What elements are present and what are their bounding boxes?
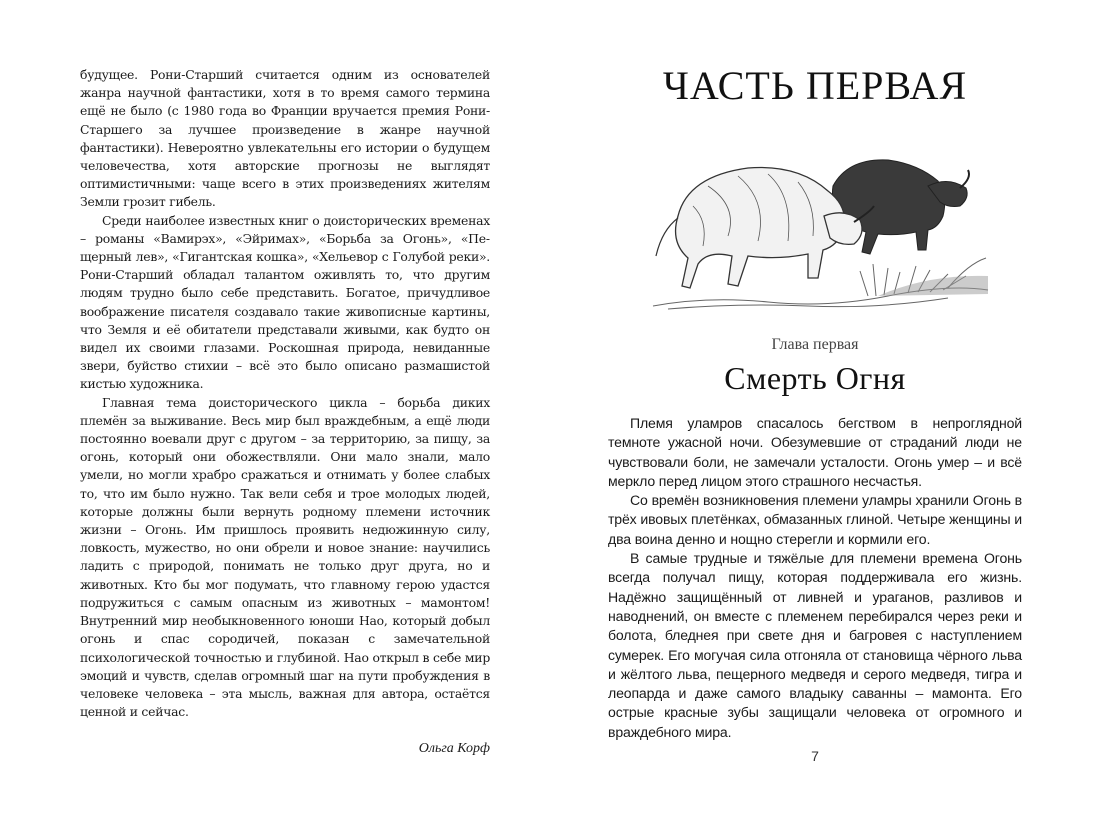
page-number: 7 [811, 748, 819, 764]
right-page [608, 0, 1022, 825]
left-page [80, 66, 490, 757]
left-paragraph-2: Среди наиболее известных книг о доисторических временах – романы «Вамирэх», «Эйримах», «Борьба за Огонь», «Пещерный лев», «Гигантская кошка», «Хельевор с Голубой реки». Рони-Старший обладал талантом оживлять то, что другим людям трудно было себе представить. Богатое, причудливое воображение писателя создавало такие живописные картины, что Земля и её обитатели представали живыми, как будто он видел их своими глазами. Роскошная природа, невиданные звери, буйство стихии – всё это было описано размашистой кистью художника. [80, 212, 490, 392]
right-paragraph-2: Со времён возникновения племени уламры хранили Огонь в трёх ивовых плетёнках, обмазанных глиной. Четыре женщины и два воина денно и нощно стерегли и кормили его. [608, 492, 1022, 547]
part-title: ЧАСТЬ ПЕРВАЯ [662, 63, 968, 108]
bison-illustration-icon [648, 146, 993, 314]
left-paragraph-1: будущее. Рони-Старший считается одним из основателей жанра научной фантастики, хотя в то время самого термина ещё не было (с 1980 года во Франции вручается премия Рони-Старшего за лучшее произведение в жанре научной фантастики). Невероятно увлекательны его истории о будущем человечества, хотя авторские прогнозы не выглядят оптимистичными: чаще всего в этих произведениях жителям Земли грозит гибель. [80, 67, 490, 210]
author-signature: Ольга Корф [418, 741, 490, 757]
right-paragraph-1: Племя уламров спасалось бегством в непроглядной темноте ужасной ночи. Обезумевшие от страданий люди не чувствовали боли, не замечали усталости. Огонь умер – и всё меркло перед лицом этого страшного несчастья. [608, 415, 1022, 489]
chapter-label: Глава первая [771, 336, 859, 353]
chapter-title: Смерть Огня [724, 360, 906, 396]
left-paragraph-3: Главная тема доисторического цикла – борьба диких племён за выживание. Весь мир был враждебным, а ещё люди постоянно воевали друг с другом – за территорию, за пищу, за огонь, который они обожествляли. Они мало знали, мало умели, но могли храбро сражаться и отнимать у более слабых то, что им было нужно. Так вели себя и трое молодых людей, которые должны были вернуть родному племени источник жизни – Огонь. Им пришлось проявить недюжинную силу, ловкость, мужество, но они обрели и новое знание: научились ладить с природой, понимать не только друг друга, но и животных. Кто бы мог подумать, что главному герою удастся подружиться с самым опасным из животных – мамонтом! Внутренний мир необыкновенного юноши Нао, который добыл огонь и спас сородичей, показан с замечательной психологической точностью и глубиной. Нао открыл в себе мир эмоций и чувств, сделав огромный шаг на пути пробуждения в человеке человека – эта мысль, важная для автора, остаётся ценной и сейчас. [80, 394, 490, 720]
left-page-body [80, 66, 490, 721]
right-page-body [608, 414, 1022, 742]
right-paragraph-3: В самые трудные и тяжёлые для племени времена Огонь всегда получал пищу, которая поддерживала его жизнь. Надёжно защищённый от ливней и ураганов, разливов и наводнений, он вместе с племенем перебирался через реки и болота, бледнея при свете дня и багровея с наступлением сумерек. Его могучая сила отгоняла от становища чёрного льва и жёлтого льва, пещерного медведя и серого медведя, тигра и леопарда и даже самого владыку саванны – мамонта. Его острые красные зубы защищали человека от огромного и враждебного мира. [608, 550, 1022, 740]
